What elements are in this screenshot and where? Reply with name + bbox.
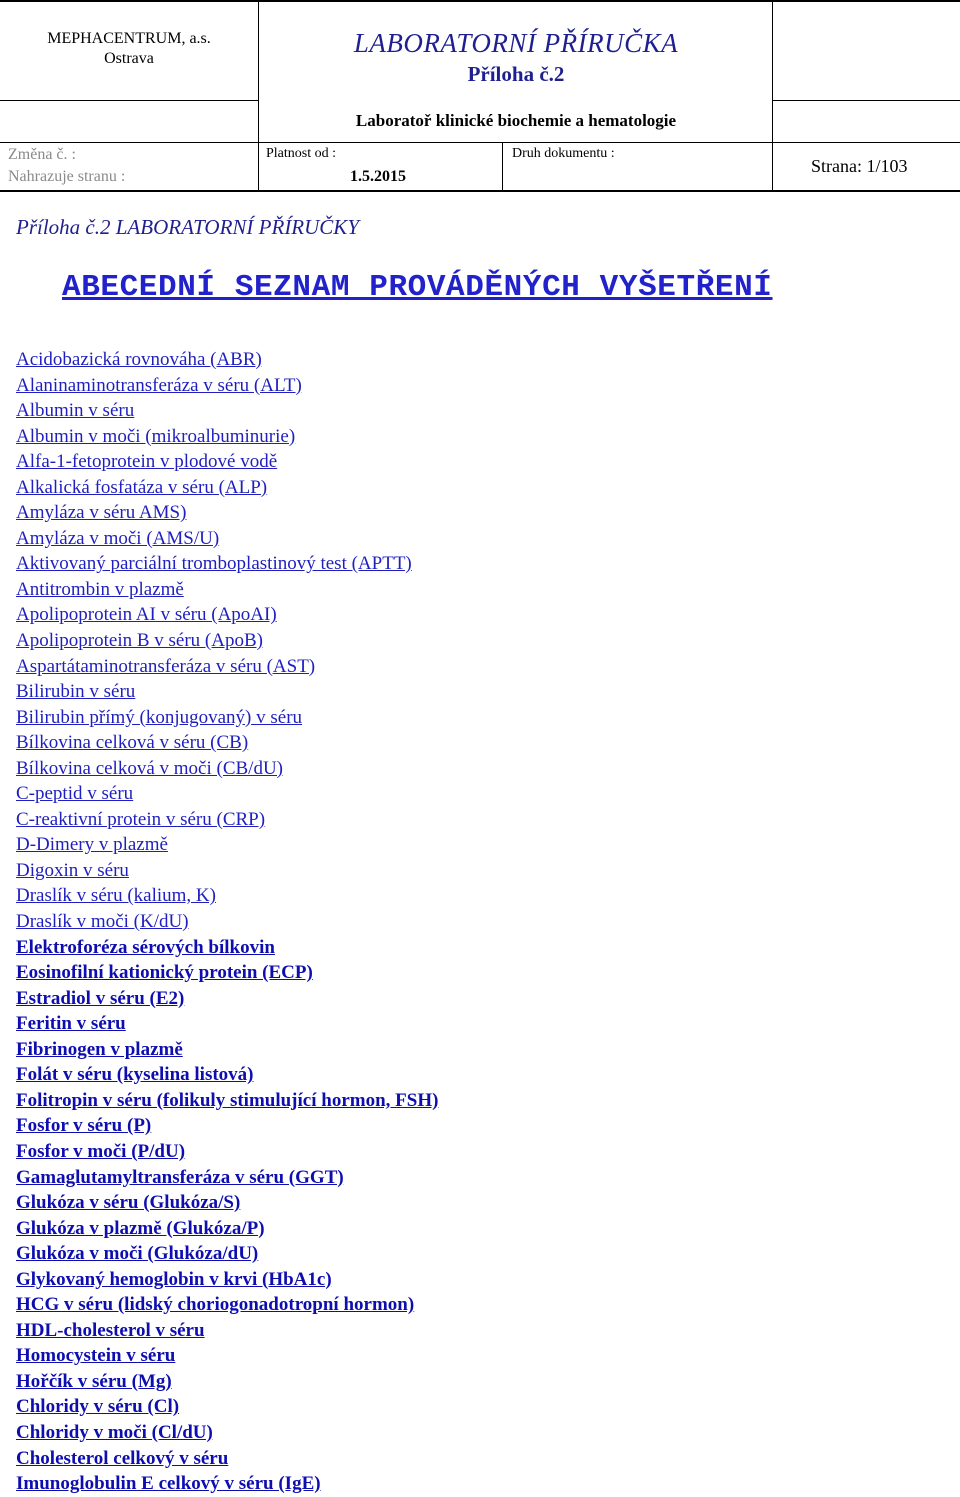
- header-divider-middle: [0, 142, 960, 143]
- examination-link[interactable]: Homocystein v séru: [16, 1345, 176, 1367]
- document-header: [0, 0, 960, 192]
- examination-link[interactable]: Acidobazická rovnováha (ABR): [16, 349, 262, 370]
- examination-link[interactable]: Alkalická fosfatáza v séru (ALP): [16, 476, 268, 498]
- list-item: [16, 1446, 438, 1472]
- list-item: [16, 602, 438, 628]
- list-item: [16, 526, 438, 552]
- header-divider-right: [772, 100, 960, 101]
- examination-link[interactable]: Cholesterol celkový v séru: [16, 1447, 229, 1469]
- list-item: [16, 1139, 438, 1165]
- appendix-label: Příloha č.2: [467, 62, 565, 86]
- list-item: [16, 1420, 438, 1446]
- examination-link[interactable]: Digoxin v séru: [16, 859, 129, 881]
- examination-link[interactable]: Gamaglutamyltransferáza v séru (GGT): [16, 1166, 344, 1188]
- list-item: [16, 960, 438, 986]
- list-item: [16, 832, 438, 858]
- list-item: [16, 679, 438, 705]
- examination-link[interactable]: D-Dimery v plazmě: [16, 834, 168, 856]
- examination-link[interactable]: Albumin v moči (mikroalbuminurie): [16, 425, 296, 447]
- list-item: [16, 935, 438, 961]
- list-item: [16, 883, 438, 909]
- examination-link[interactable]: Alfa-1-fetoprotein v plodové vodě: [16, 451, 278, 473]
- list-item: [16, 628, 438, 654]
- list-item: [16, 373, 438, 399]
- list-item: [16, 781, 438, 807]
- examination-link[interactable]: Aktivovaný parciální tromboplastinový test (APTT): [16, 553, 412, 575]
- list-item: [16, 577, 438, 603]
- list-item: [16, 1267, 438, 1293]
- list-item: [16, 654, 438, 680]
- valid-from-value: 1.5.2015: [350, 168, 406, 185]
- header-divider-left: [0, 100, 258, 101]
- list-item: [16, 1088, 438, 1114]
- list-item: [16, 1113, 438, 1139]
- list-item: [16, 1292, 438, 1318]
- list-item: [16, 347, 438, 373]
- list-item: [16, 551, 438, 577]
- examination-link[interactable]: Amyláza v séru AMS): [16, 502, 187, 524]
- list-item: [16, 1216, 438, 1242]
- list-item: [16, 1062, 438, 1088]
- list-item: [16, 1471, 438, 1497]
- examination-link[interactable]: Apolipoprotein B v séru (ApoB): [16, 630, 263, 652]
- examination-link[interactable]: Glukóza v moči (Glukóza/dU): [16, 1243, 259, 1265]
- list-item: [16, 705, 438, 731]
- replaces-label: Nahrazuje stranu :: [8, 168, 126, 185]
- examination-link[interactable]: Fibrinogen v plazmě: [16, 1038, 183, 1060]
- list-item: [16, 1011, 438, 1037]
- list-item: [16, 449, 438, 475]
- examination-link[interactable]: Hořčík v séru (Mg): [16, 1370, 172, 1392]
- examination-link[interactable]: Feritin v séru: [16, 1013, 126, 1035]
- page-heading: ABECEDNÍ SEZNAM PROVÁDĚNÝCH VYŠETŘENÍ: [62, 270, 773, 305]
- examination-link[interactable]: Antitrombin v plazmě: [16, 578, 184, 600]
- list-item: [16, 1369, 438, 1395]
- examination-list: [16, 347, 438, 1497]
- examination-link[interactable]: Aspartátaminotransferáza v séru (AST): [16, 655, 316, 677]
- examination-link[interactable]: Bilirubin přímý (konjugovaný) v séru: [16, 706, 303, 728]
- header-vline-2: [502, 142, 503, 192]
- examination-link[interactable]: C-reaktivní protein v séru (CRP): [16, 808, 266, 830]
- header-border-bottom: [0, 190, 960, 192]
- document-type-label: Druh dokumentu :: [512, 146, 615, 161]
- examination-link[interactable]: Chloridy v moči (Cl/dU): [16, 1421, 213, 1443]
- examination-link[interactable]: Bílkovina celková v moči (CB/dU): [16, 757, 284, 779]
- examination-link[interactable]: Apolipoprotein AI v séru (ApoAI): [16, 604, 277, 626]
- list-item: [16, 807, 438, 833]
- list-item: [16, 1037, 438, 1063]
- examination-link[interactable]: Glykovaný hemoglobin v krvi (HbA1c): [16, 1268, 332, 1290]
- examination-link[interactable]: Fosfor v moči (P/dU): [16, 1140, 186, 1162]
- list-item: [16, 1241, 438, 1267]
- list-item: [16, 424, 438, 450]
- examination-link[interactable]: Folitropin v séru (folikuly stimulující hormon, FSH): [16, 1089, 439, 1111]
- list-item: [16, 986, 438, 1012]
- list-item: [16, 1343, 438, 1369]
- examination-link[interactable]: Estradiol v séru (E2): [16, 987, 185, 1009]
- examination-link[interactable]: C-peptid v séru: [16, 783, 134, 805]
- examination-link[interactable]: Chloridy v séru (Cl): [16, 1396, 180, 1418]
- organization-name: MEPHACENTRUM, a.s.: [47, 30, 211, 47]
- examination-link[interactable]: Bílkovina celková v séru (CB): [16, 732, 249, 754]
- list-item: [16, 1165, 438, 1191]
- list-item: [16, 1394, 438, 1420]
- laboratory-name: Laboratoř klinické biochemie a hematologie: [355, 111, 677, 130]
- list-item: [16, 475, 438, 501]
- header-border-top: [0, 0, 960, 2]
- examination-link[interactable]: Eosinofilní kationický protein (ECP): [16, 962, 313, 984]
- examination-link[interactable]: Glukóza v séru (Glukóza/S): [16, 1192, 241, 1214]
- page-number: Strana: 1/103: [811, 156, 908, 176]
- list-item: [16, 1190, 438, 1216]
- organization-city: Ostrava: [104, 50, 154, 67]
- examination-link[interactable]: Fosfor v séru (P): [16, 1115, 152, 1137]
- examination-link[interactable]: Glukóza v plazmě (Glukóza/P): [16, 1217, 265, 1239]
- valid-from-label: Platnost od :: [266, 146, 337, 161]
- list-item: [16, 756, 438, 782]
- document-title: LABORATORNÍ PŘÍRUČKA: [353, 28, 679, 58]
- examination-link[interactable]: Folát v séru (kyselina listová): [16, 1064, 254, 1086]
- examination-link[interactable]: Draslík v moči (K/dU): [16, 911, 189, 933]
- list-item: [16, 909, 438, 935]
- header-vline-1: [258, 0, 259, 192]
- list-item: [16, 730, 438, 756]
- examination-link[interactable]: Alaninaminotransferáza v séru (ALT): [16, 374, 302, 396]
- examination-link[interactable]: Elektroforéza sérových bílkovin: [16, 936, 275, 958]
- examination-link[interactable]: HCG v séru (lidský choriogonadotropní hormon): [16, 1294, 415, 1316]
- examination-link[interactable]: Albumin v séru: [16, 400, 135, 422]
- examination-link[interactable]: Bilirubin v séru: [16, 681, 136, 703]
- list-item: [16, 500, 438, 526]
- examination-link[interactable]: Amyláza v moči (AMS/U): [16, 527, 220, 549]
- examination-link[interactable]: HDL-cholesterol v séru: [16, 1319, 205, 1341]
- examination-link[interactable]: Imunoglobulin E celkový v séru (IgE): [16, 1473, 321, 1495]
- appendix-subtitle: Příloha č.2 LABORATORNÍ PŘÍRUČKY: [16, 215, 359, 239]
- change-label: Změna č. :: [8, 146, 76, 163]
- list-item: [16, 398, 438, 424]
- header-vline-3: [772, 0, 773, 192]
- examination-link[interactable]: Draslík v séru (kalium, K): [16, 885, 216, 907]
- list-item: [16, 858, 438, 884]
- list-item: [16, 1318, 438, 1344]
